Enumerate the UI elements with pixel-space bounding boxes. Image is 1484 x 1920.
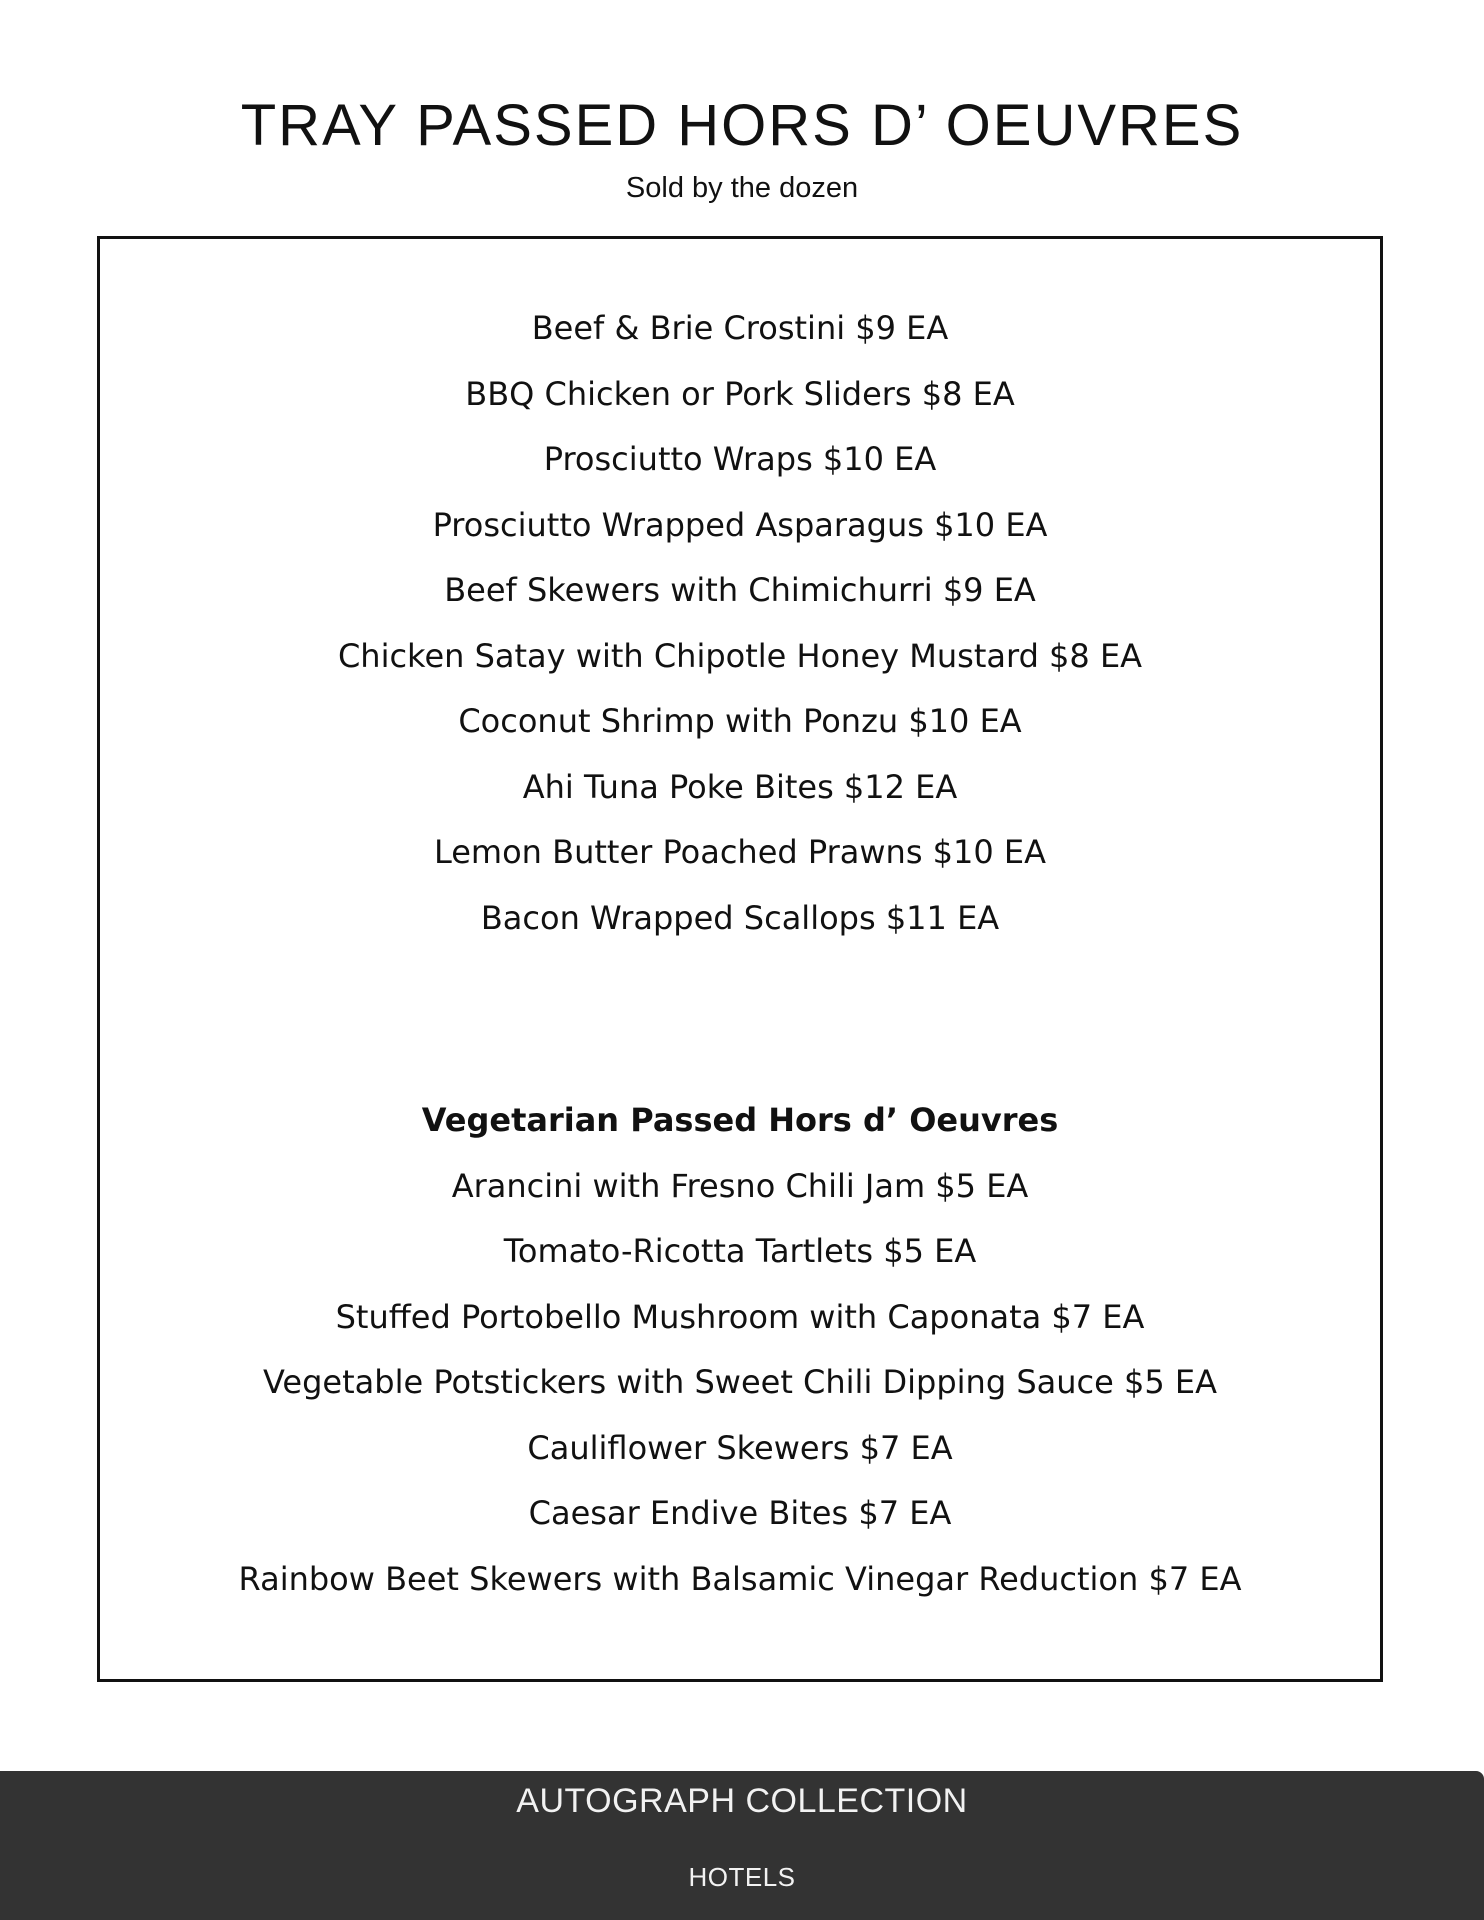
vegetarian-menu-item: Tomato-Ricotta Tartlets $5 EA (503, 1232, 977, 1270)
vegetarian-menu-item: Caesar Endive Bites $7 EA (528, 1494, 952, 1532)
menu-item: Coconut Shrimp with Ponzu $10 EA (458, 702, 1022, 740)
footer-brand: AUTOGRAPH COLLECTION (516, 1782, 968, 1820)
menu-item: BBQ Chicken or Pork Sliders $8 EA (465, 374, 1015, 413)
menu-list (100, 296, 1380, 951)
vegetarian-menu-item: Stuffed Portobello Mushroom with Caponata $7 EA (335, 1297, 1145, 1336)
page-subtitle: Sold by the dozen (625, 172, 859, 204)
vegetarian-menu-item: Vegetable Potstickers with Sweet Chili Dipping Sauce $5 EA (263, 1363, 1217, 1401)
menu-box (97, 236, 1383, 1682)
vegetarian-menu-item: Cauliflower Skewers $7 EA (527, 1428, 953, 1467)
menu-item: Ahi Tuna Poke Bites $12 EA (522, 767, 958, 806)
page-title: TRAY PASSED HORS D’ OEUVRES (240, 93, 1244, 158)
menu-item: Prosciutto Wraps $10 EA (543, 440, 937, 478)
vegetarian-menu-list (100, 1088, 1380, 1612)
menu-item: Beef Skewers with Chimichurri $9 EA (444, 571, 1036, 609)
menu-item: Lemon Butter Poached Prawns $10 EA (433, 833, 1047, 871)
menu-item: Chicken Satay with Chipotle Honey Mustard $8 EA (337, 636, 1143, 675)
footer-brand-sub: HOTELS (688, 1862, 796, 1892)
menu-item: Prosciutto Wrapped Asparagus $10 EA (432, 505, 1048, 544)
menu-item: Bacon Wrapped Scallops $11 EA (480, 898, 1000, 937)
menu-item: Beef & Brie Crostini $9 EA (531, 309, 949, 347)
vegetarian-menu-item: Arancini with Fresno Chili Jam $5 EA (451, 1166, 1029, 1205)
vegetarian-heading: Vegetarian Passed Hors d’ Oeuvres (421, 1101, 1059, 1139)
vegetarian-menu-item: Rainbow Beet Skewers with Balsamic Vinegar Reduction $7 EA (238, 1559, 1242, 1598)
